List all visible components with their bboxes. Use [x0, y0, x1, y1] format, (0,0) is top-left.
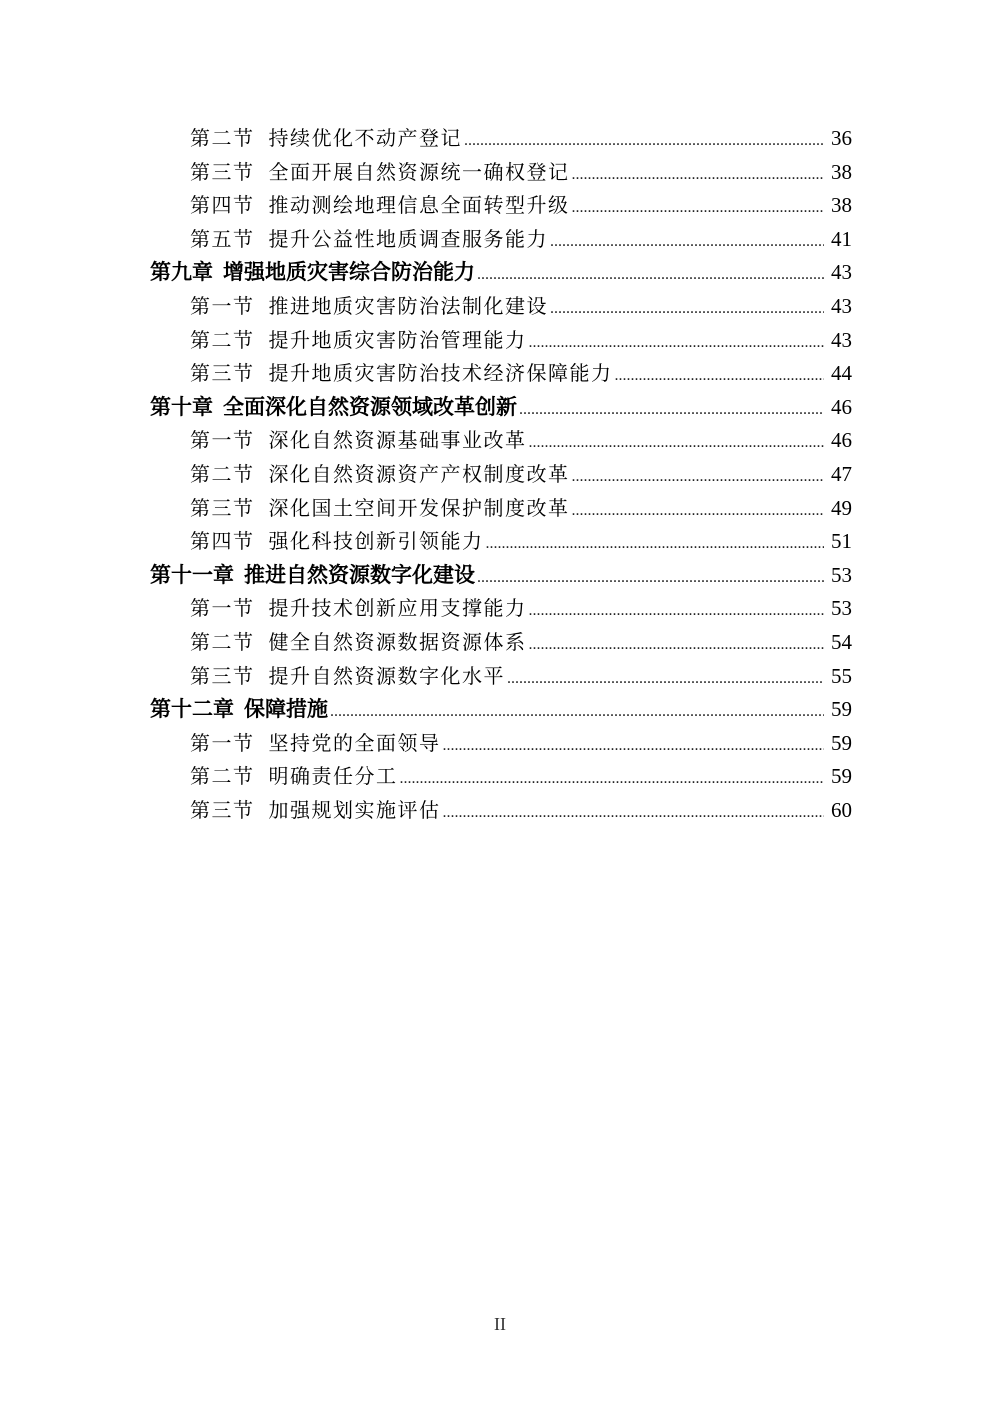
toc-entry-number: 第二节	[190, 327, 255, 352]
toc-section-entry[interactable]	[150, 122, 852, 156]
toc-chapter-entry[interactable]	[150, 693, 852, 727]
toc-entry-number: 第一节	[190, 293, 255, 318]
toc-entry-page: 38	[831, 193, 852, 218]
toc-section-entry[interactable]	[150, 189, 852, 223]
dot-leader	[572, 191, 825, 225]
dot-leader	[477, 258, 824, 292]
toc-entry-page: 43	[831, 327, 852, 352]
toc-entry-page: 53	[831, 596, 852, 621]
toc-entry-title: 推进地质灾害防治法制化建设	[268, 293, 548, 318]
toc-entry-title: 深化自然资源基础事业改革	[268, 428, 527, 453]
dot-leader	[529, 326, 825, 360]
toc-section-entry[interactable]	[150, 458, 852, 492]
toc-entry-page: 51	[831, 529, 852, 554]
toc-section-entry[interactable]	[150, 424, 852, 458]
toc-section-entry[interactable]	[150, 492, 852, 526]
toc-entry-title: 深化自然资源资产产权制度改革	[268, 461, 570, 486]
dot-leader	[615, 359, 825, 393]
toc-entry-page: 36	[831, 126, 852, 150]
toc-entry-number: 第一节	[190, 730, 255, 755]
toc-entry-title: 提升公益性地质调查服务能力	[268, 226, 548, 251]
toc-entry-page: 43	[831, 293, 852, 318]
dot-leader	[400, 762, 825, 796]
toc-entry-title: 全面深化自然资源领域改革创新	[223, 394, 517, 419]
toc-section-entry[interactable]	[150, 525, 852, 559]
dot-leader	[572, 460, 825, 494]
toc-entry-page: 46	[831, 394, 852, 419]
toc-entry-page: 41	[831, 226, 852, 251]
dot-leader	[550, 292, 824, 326]
toc-entry-title: 推动测绘地理信息全面转型升级	[268, 193, 570, 218]
dot-leader	[529, 426, 825, 460]
dot-leader	[330, 695, 824, 729]
toc-entry-number: 第一节	[190, 596, 255, 621]
toc-entry-number: 第十一章	[150, 562, 234, 587]
dot-leader	[519, 393, 824, 427]
toc-entry-page: 59	[831, 730, 852, 755]
toc-entry-page: 59	[831, 764, 852, 789]
toc-entry-title: 提升自然资源数字化水平	[268, 663, 505, 688]
dot-leader	[464, 124, 824, 158]
toc-entry-page: 46	[831, 428, 852, 453]
toc-chapter-entry[interactable]	[150, 256, 852, 290]
toc-entry-title: 强化科技创新引领能力	[268, 529, 484, 554]
toc-entry-title: 坚持党的全面领导	[268, 730, 441, 755]
toc-entry-number: 第三节	[190, 159, 255, 184]
toc-entry-page: 43	[831, 260, 852, 285]
dot-leader	[477, 561, 824, 595]
toc-entry-title: 提升技术创新应用支撑能力	[268, 596, 527, 621]
dot-leader	[529, 594, 825, 628]
toc-section-entry[interactable]	[150, 660, 852, 694]
toc-entry-title: 加强规划实施评估	[268, 797, 441, 822]
toc-entry-title: 全面开展自然资源统一确权登记	[268, 159, 570, 184]
toc-entry-page: 49	[831, 495, 852, 520]
toc-section-entry[interactable]	[150, 290, 852, 324]
toc-entry-title: 健全自然资源数据资源体系	[268, 629, 527, 654]
toc-entry-title: 增强地质灾害综合防治能力	[223, 260, 475, 285]
dot-leader	[572, 158, 825, 192]
toc-entry-title: 明确责任分工	[268, 764, 398, 789]
toc-section-entry[interactable]	[150, 760, 852, 794]
toc-entry-number: 第三节	[190, 663, 255, 688]
toc-entry-number: 第二节	[190, 629, 255, 654]
toc-section-entry[interactable]	[150, 592, 852, 626]
toc-chapter-entry[interactable]	[150, 391, 852, 425]
dot-leader	[443, 729, 825, 763]
toc-entry-number: 第五节	[190, 226, 255, 251]
dot-leader	[443, 796, 825, 830]
toc-entry-title: 持续优化不动产登记	[268, 126, 462, 150]
dot-leader	[550, 225, 824, 259]
toc-entry-page: 55	[831, 663, 852, 688]
dot-leader	[572, 494, 825, 528]
toc-entry-number: 第三节	[190, 495, 255, 520]
toc-entry-number: 第二节	[190, 126, 255, 150]
toc-entry-page: 60	[831, 797, 852, 822]
toc-entry-page: 44	[831, 361, 852, 386]
dot-leader	[529, 628, 825, 662]
toc-section-entry[interactable]	[150, 626, 852, 660]
toc-section-entry[interactable]	[150, 156, 852, 190]
toc-entry-title: 提升地质灾害防治技术经济保障能力	[268, 361, 613, 386]
toc-section-entry[interactable]	[150, 794, 852, 828]
toc-entry-page: 47	[831, 461, 852, 486]
toc-entry-page: 38	[831, 159, 852, 184]
toc-entry-number: 第十章	[150, 394, 213, 419]
toc-entry-number: 第九章	[150, 260, 213, 285]
toc-entry-number: 第三节	[190, 797, 255, 822]
toc-entry-number: 第四节	[190, 193, 255, 218]
toc-entry-page: 53	[831, 562, 852, 587]
toc-entry-title: 推进自然资源数字化建设	[244, 562, 475, 587]
toc-entry-title: 保障措施	[244, 697, 328, 722]
toc-section-entry[interactable]	[150, 357, 852, 391]
toc-entry-number: 第十二章	[150, 697, 234, 722]
toc-entry-number: 第二节	[190, 461, 255, 486]
toc-entry-number: 第二节	[190, 764, 255, 789]
toc-entry-title: 深化国土空间开发保护制度改革	[268, 495, 570, 520]
toc-entry-number: 第一节	[190, 428, 255, 453]
table-of-contents	[150, 122, 852, 827]
toc-entry-page: 59	[831, 697, 852, 722]
dot-leader	[486, 527, 825, 561]
dot-leader	[507, 662, 824, 696]
toc-section-entry[interactable]	[150, 727, 852, 761]
toc-entry-number: 第四节	[190, 529, 255, 554]
toc-section-entry[interactable]	[150, 324, 852, 358]
page-number: II	[494, 1314, 506, 1334]
toc-section-entry[interactable]	[150, 223, 852, 257]
toc-entry-page: 54	[831, 629, 852, 654]
toc-chapter-entry[interactable]	[150, 559, 852, 593]
toc-entry-number: 第三节	[190, 361, 255, 386]
toc-entry-title: 提升地质灾害防治管理能力	[268, 327, 527, 352]
